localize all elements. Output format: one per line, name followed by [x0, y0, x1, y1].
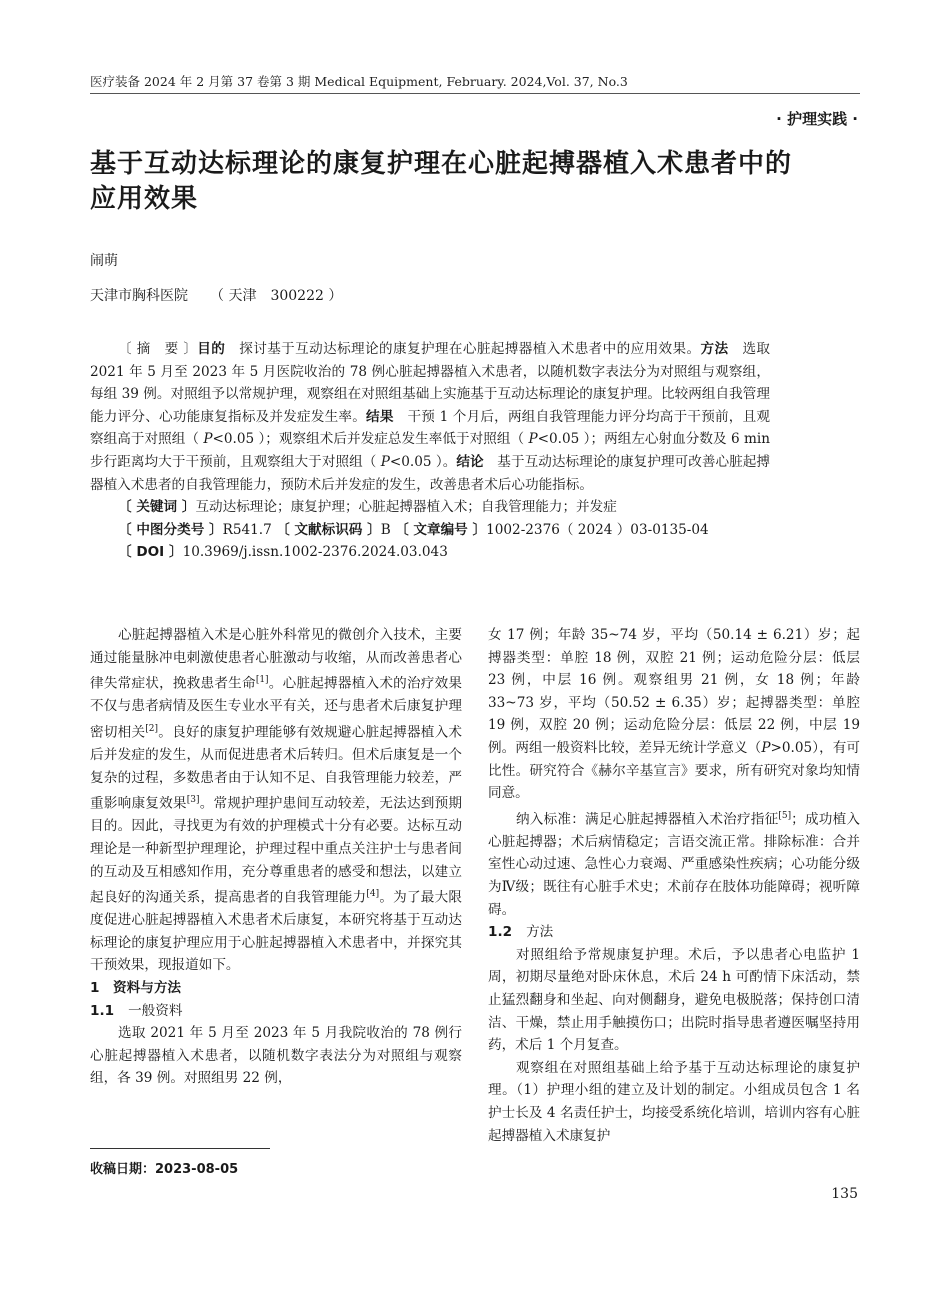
clc-value: R541.7	[222, 521, 272, 538]
p-symbol: P	[203, 431, 213, 448]
clc-label: 〔 中图分类号 〕	[118, 521, 223, 538]
intro-text: 。为了最大限度促进心脏起搏器植入术患者术后康复，本研究将基于互动达标理论的康复护理应用于心脏起搏器植入术患者中，并探究其干预效果，现报道如下。	[90, 889, 463, 974]
paragraph-text: ；成功植入心脏起搏器；术后病情稳定；言语交流正常。排除标准：合并室性心动过速、急性心力衰竭、严重感染性疾病；心功能分级为Ⅳ级；既往有心脏手术史；术前存在肢体功能障碍；视听障碍。	[488, 811, 861, 918]
criteria-paragraph	[488, 805, 860, 922]
subsection-heading-1-2	[488, 921, 860, 944]
paragraph-text: 女 17 例；年龄 35~74 岁，平均（50.14 ± 6.21）岁；起搏器类型：单腔 18 例，双腔 21 例；运动危险分层：低层 23 例，中层 16 例。观察组男 21 例，女 18 例；年龄 33~73 岁，平均（50.52 ± 6.35）岁；起搏器类型：单腔 19 例，双腔 20 例；运动危险分层：低层 22 例，中层 19 例。两组一般资料比较，差异无统计学意义（	[488, 627, 860, 756]
intro-text: 心脏起搏器植入术是心脏外科常见的微创介入技术，主要通过能量脉冲电刺激使患者心脏激动与收缩，从而改善患者心律失常症状，挽救患者生命	[90, 627, 462, 692]
doi-line	[90, 541, 770, 564]
intro-text: 。良好的康复护理能够有效规避心脏起搏器植入术后并发症的发生，从而促进患者术后转归。但术后康复是一个复杂的过程，多数患者由于认知不足、自我管理能力较差，严重影响康复效果	[90, 724, 463, 812]
intro-paragraph	[90, 624, 462, 977]
doc-code-label: 〔 文献标识码 〕	[276, 521, 381, 538]
citation-4[interactable]: [4]	[366, 889, 380, 900]
article-number-label: 〔 文章编号 〕	[395, 521, 487, 538]
general-data-paragraph: 选取 2021 年 5 月至 2023 年 5 月我院收治的 78 例行心脏起搏器植入术患者，以随机数字表法分为对照组与观察组，各 39 例。对照组男 22 例，	[90, 1025, 462, 1087]
paragraph-text: >0.05），有可比性。研究符合《赫尔辛基宣言》要求，所有研究对象均知情同意。	[488, 739, 861, 802]
subsection-heading-1-1	[90, 1000, 462, 1023]
abstract-label: 〔 摘 要 〕	[118, 341, 198, 357]
abstract-block	[90, 338, 770, 564]
citation-5[interactable]: [5]	[778, 810, 792, 821]
paragraph-text: 纳入标准：满足心脏起搏器植入术治疗指征	[516, 811, 779, 828]
subsection-title: 一般资料	[128, 1002, 183, 1019]
control-group-paragraph: 对照组给予常规康复护理。术后，予以患者心电监护 1 周，初期尽量绝对卧床休息，术后 24 h 可酌情下床活动，禁止猛烈翻身和坐起、向对侧翻身，避免电极脱落；保持创口清洁、干燥，禁止用手触摸伤口；出院时指导患者遵医嘱坚持用药，术后 1 个月复查。	[488, 946, 860, 1054]
observation-group-paragraph: 观察组在对照组基础上给予基于互动达标理论的康复护理。（1）护理小组的建立及计划的制定。小组成员包含 1 名护士长及 4 名责任护士，均接受系统化培训，培训内容有心脏起搏器植入术康复护	[488, 1059, 860, 1144]
affiliation-name: 天津市胸科医院	[90, 288, 188, 304]
received-date	[90, 1158, 238, 1177]
p-symbol: P	[761, 739, 771, 756]
keywords-line	[90, 496, 770, 519]
right-column	[488, 624, 860, 1147]
result-label: 结果	[366, 408, 394, 425]
result-text-a: 干预 1 个月后，两组自我管理能力评分均高于干预前，且观察组高于对照组（	[90, 408, 771, 448]
general-data-continued	[488, 624, 860, 805]
doc-code-value: B	[380, 521, 391, 538]
intro-text: 。常规护理护患间互动较差，无法达到预期目的。因此，寻找更为有效的护理模式十分有必要。达标互动理论是一种新型护理理论，护理过程中重点关注护士与患者间的互动及互相感知作用，充分尊重患者的感受和想法，以建立起良好的沟通关系，提高患者的自我管理能力	[90, 795, 463, 906]
conclusion-text: 基于互动达标理论的康复护理可改善心脏起搏器植入术患者的自我管理能力，预防术后并发症的发生，改善患者术后心功能指标。	[90, 453, 770, 493]
doi-label: 〔 DOI 〕	[118, 544, 183, 561]
article-number-value: 1002-2376（ 2024 ）03-0135-04	[486, 521, 709, 538]
left-column	[90, 624, 462, 1090]
doi-value[interactable]: 10.3969/j.issn.1002-2376.2024.03.043	[182, 544, 448, 561]
objective-text: 探讨基于互动达标理论的康复护理在心脏起搏器植入术患者中的应用效果。	[225, 341, 701, 357]
subsection-number: 1.1	[90, 1002, 115, 1019]
objective-label: 目的	[197, 341, 226, 357]
citation-1[interactable]: [1]	[255, 675, 269, 686]
abstract-text	[90, 338, 770, 496]
result-text-b: <0.05 ）；观察组术后并发症总发生率低于对照组（	[212, 431, 529, 448]
subsection-number: 1.2	[488, 924, 513, 941]
subsection-title: 方法	[526, 924, 554, 941]
page-number: 135	[831, 1186, 858, 1202]
citation-2[interactable]: [2]	[145, 723, 159, 734]
running-head: 医疗装备 2024 年 2 月第 37 卷第 3 期 Medical Equipment, February. 2024,Vol. 37, No.3	[90, 74, 628, 89]
keywords-label: 〔 关键词 〕	[118, 499, 196, 516]
method-text: 选取 2021 年 5 月至 2023 年 5 月医院收治的 78 例心脏起搏器植入术患者，以随机数字表法分为对照组与观察组，每组 39 例。对照组予以常规护理，观察组在对照组基础上实施基于互动达标理论的康复护理。比较两组自我管理能力评分、心功能康复指标及并发症发生率。	[90, 341, 771, 425]
section-heading-1: 1 资料与方法	[90, 980, 182, 997]
classification-line	[90, 519, 770, 542]
article-title: 基于互动达标理论的康复护理在心脏起搏器植入术患者中的应用效果	[90, 149, 793, 214]
conclusion-label: 结论	[456, 453, 484, 470]
author: 闹萌	[90, 253, 118, 269]
section-tag: · 护理实践 ·	[776, 110, 858, 128]
method-label: 方法	[700, 341, 729, 357]
citation-3[interactable]: [3]	[186, 795, 200, 806]
affiliation	[90, 285, 342, 305]
header-rule	[90, 93, 860, 94]
p-symbol: P	[528, 431, 538, 448]
result-text-c: <0.05 ）；两组左心射血分数及 6 min 步行距离均大于干预前，且观察组大于对照组（	[90, 431, 771, 470]
received-date-text: 收稿日期：2023-08-05	[90, 1162, 239, 1177]
keywords-text: 互动达标理论；康复护理；心脏起搏器植入术；自我管理能力；并发症	[195, 499, 617, 516]
footnote-rule	[90, 1148, 270, 1149]
intro-text: 。心脏起搏器植入术的治疗效果不仅与患者病情及医生专业水平有关，还与患者术后康复护理密切相关	[90, 675, 463, 741]
result-text-d: <0.05 ）。	[389, 453, 457, 470]
p-symbol: P	[380, 453, 390, 470]
affiliation-city: （ 天津 300222 ）	[210, 288, 343, 304]
